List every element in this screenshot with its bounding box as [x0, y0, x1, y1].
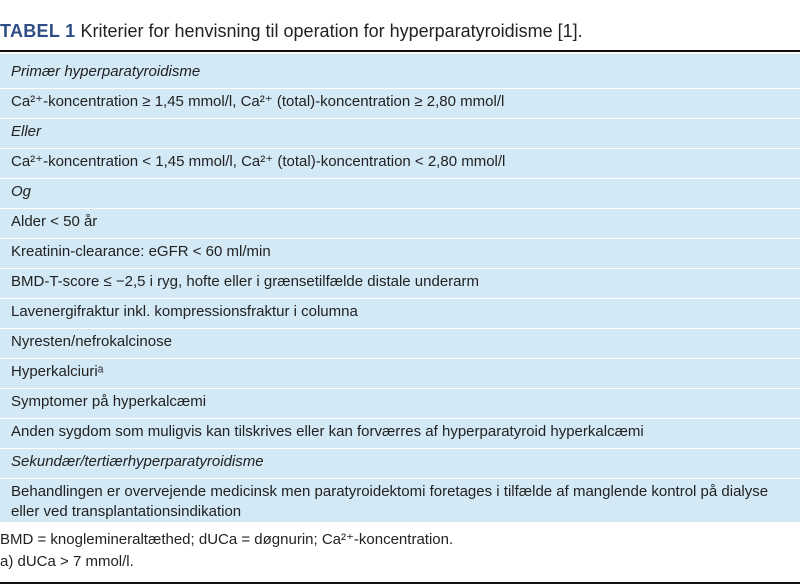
table-row: Anden sygdom som muligvis kan tilskrives eller kan forværres af hyperparatyroid hyperkalcæmi	[11, 423, 644, 440]
section-heading-primary: Primær hyperparatyroidisme	[11, 63, 201, 80]
row-divider	[0, 358, 800, 359]
bottom-rule	[0, 582, 800, 584]
top-rule	[0, 50, 800, 52]
table-row: Behandlingen er overvejende medicinsk men paratyroidektomi foretages i tilfælde af manglende kontrol på dialyse eller ved transplantationsindikation	[11, 483, 769, 520]
row-divider	[0, 448, 800, 449]
footnote-a: a) dUCa > 7 mmol/l.	[0, 553, 134, 570]
table-row: Symptomer på hyperkalcæmi	[11, 393, 207, 410]
table-title: Kriterier for henvisning til operation for hyperparatyroidisme [1].	[75, 21, 583, 41]
table-row: Ca²⁺-koncentration < 1,45 mmol/l, Ca²⁺ (total)-koncentration < 2,80 mmol/l	[11, 153, 506, 170]
table-row: Hyperkalciuriᵃ	[11, 363, 104, 380]
table-label: TABEL 1	[0, 21, 76, 41]
table-row: Nyresten/nefrokalcinose	[11, 333, 172, 350]
row-divider	[0, 178, 800, 179]
table-row: Kreatinin-clearance: eGFR < 60 ml/min	[11, 243, 271, 260]
row-divider	[0, 118, 800, 119]
row-divider	[0, 298, 800, 299]
table-row: Ca²⁺-koncentration ≥ 1,45 mmol/l, Ca²⁺ (total)-koncentration ≥ 2,80 mmol/l	[11, 93, 505, 110]
row-divider	[0, 418, 800, 419]
table-row: Alder < 50 år	[11, 213, 98, 230]
table-row: Lavenergifraktur inkl. kompressionsfraktur i columna	[11, 303, 358, 320]
criteria-table	[0, 54, 800, 522]
row-divider	[0, 208, 800, 209]
table-row-or: Eller	[11, 123, 42, 140]
table-caption	[0, 18, 800, 44]
table-row: BMD-T-score ≤ −2,5 i ryg, hofte eller i grænsetilfælde distale underarm	[11, 273, 480, 290]
footnote-abbreviations: BMD = knoglemineraltæthed; dUCa = døgnurin; Ca²⁺-koncentration.	[0, 531, 454, 548]
row-divider	[0, 478, 800, 479]
row-divider	[0, 328, 800, 329]
row-divider	[0, 88, 800, 89]
row-divider	[0, 238, 800, 239]
row-divider	[0, 388, 800, 389]
table-row-and: Og	[11, 183, 32, 200]
row-divider	[0, 268, 800, 269]
section-heading-secondary: Sekundær/tertiærhyperparatyroidisme	[11, 453, 264, 470]
row-divider	[0, 148, 800, 149]
